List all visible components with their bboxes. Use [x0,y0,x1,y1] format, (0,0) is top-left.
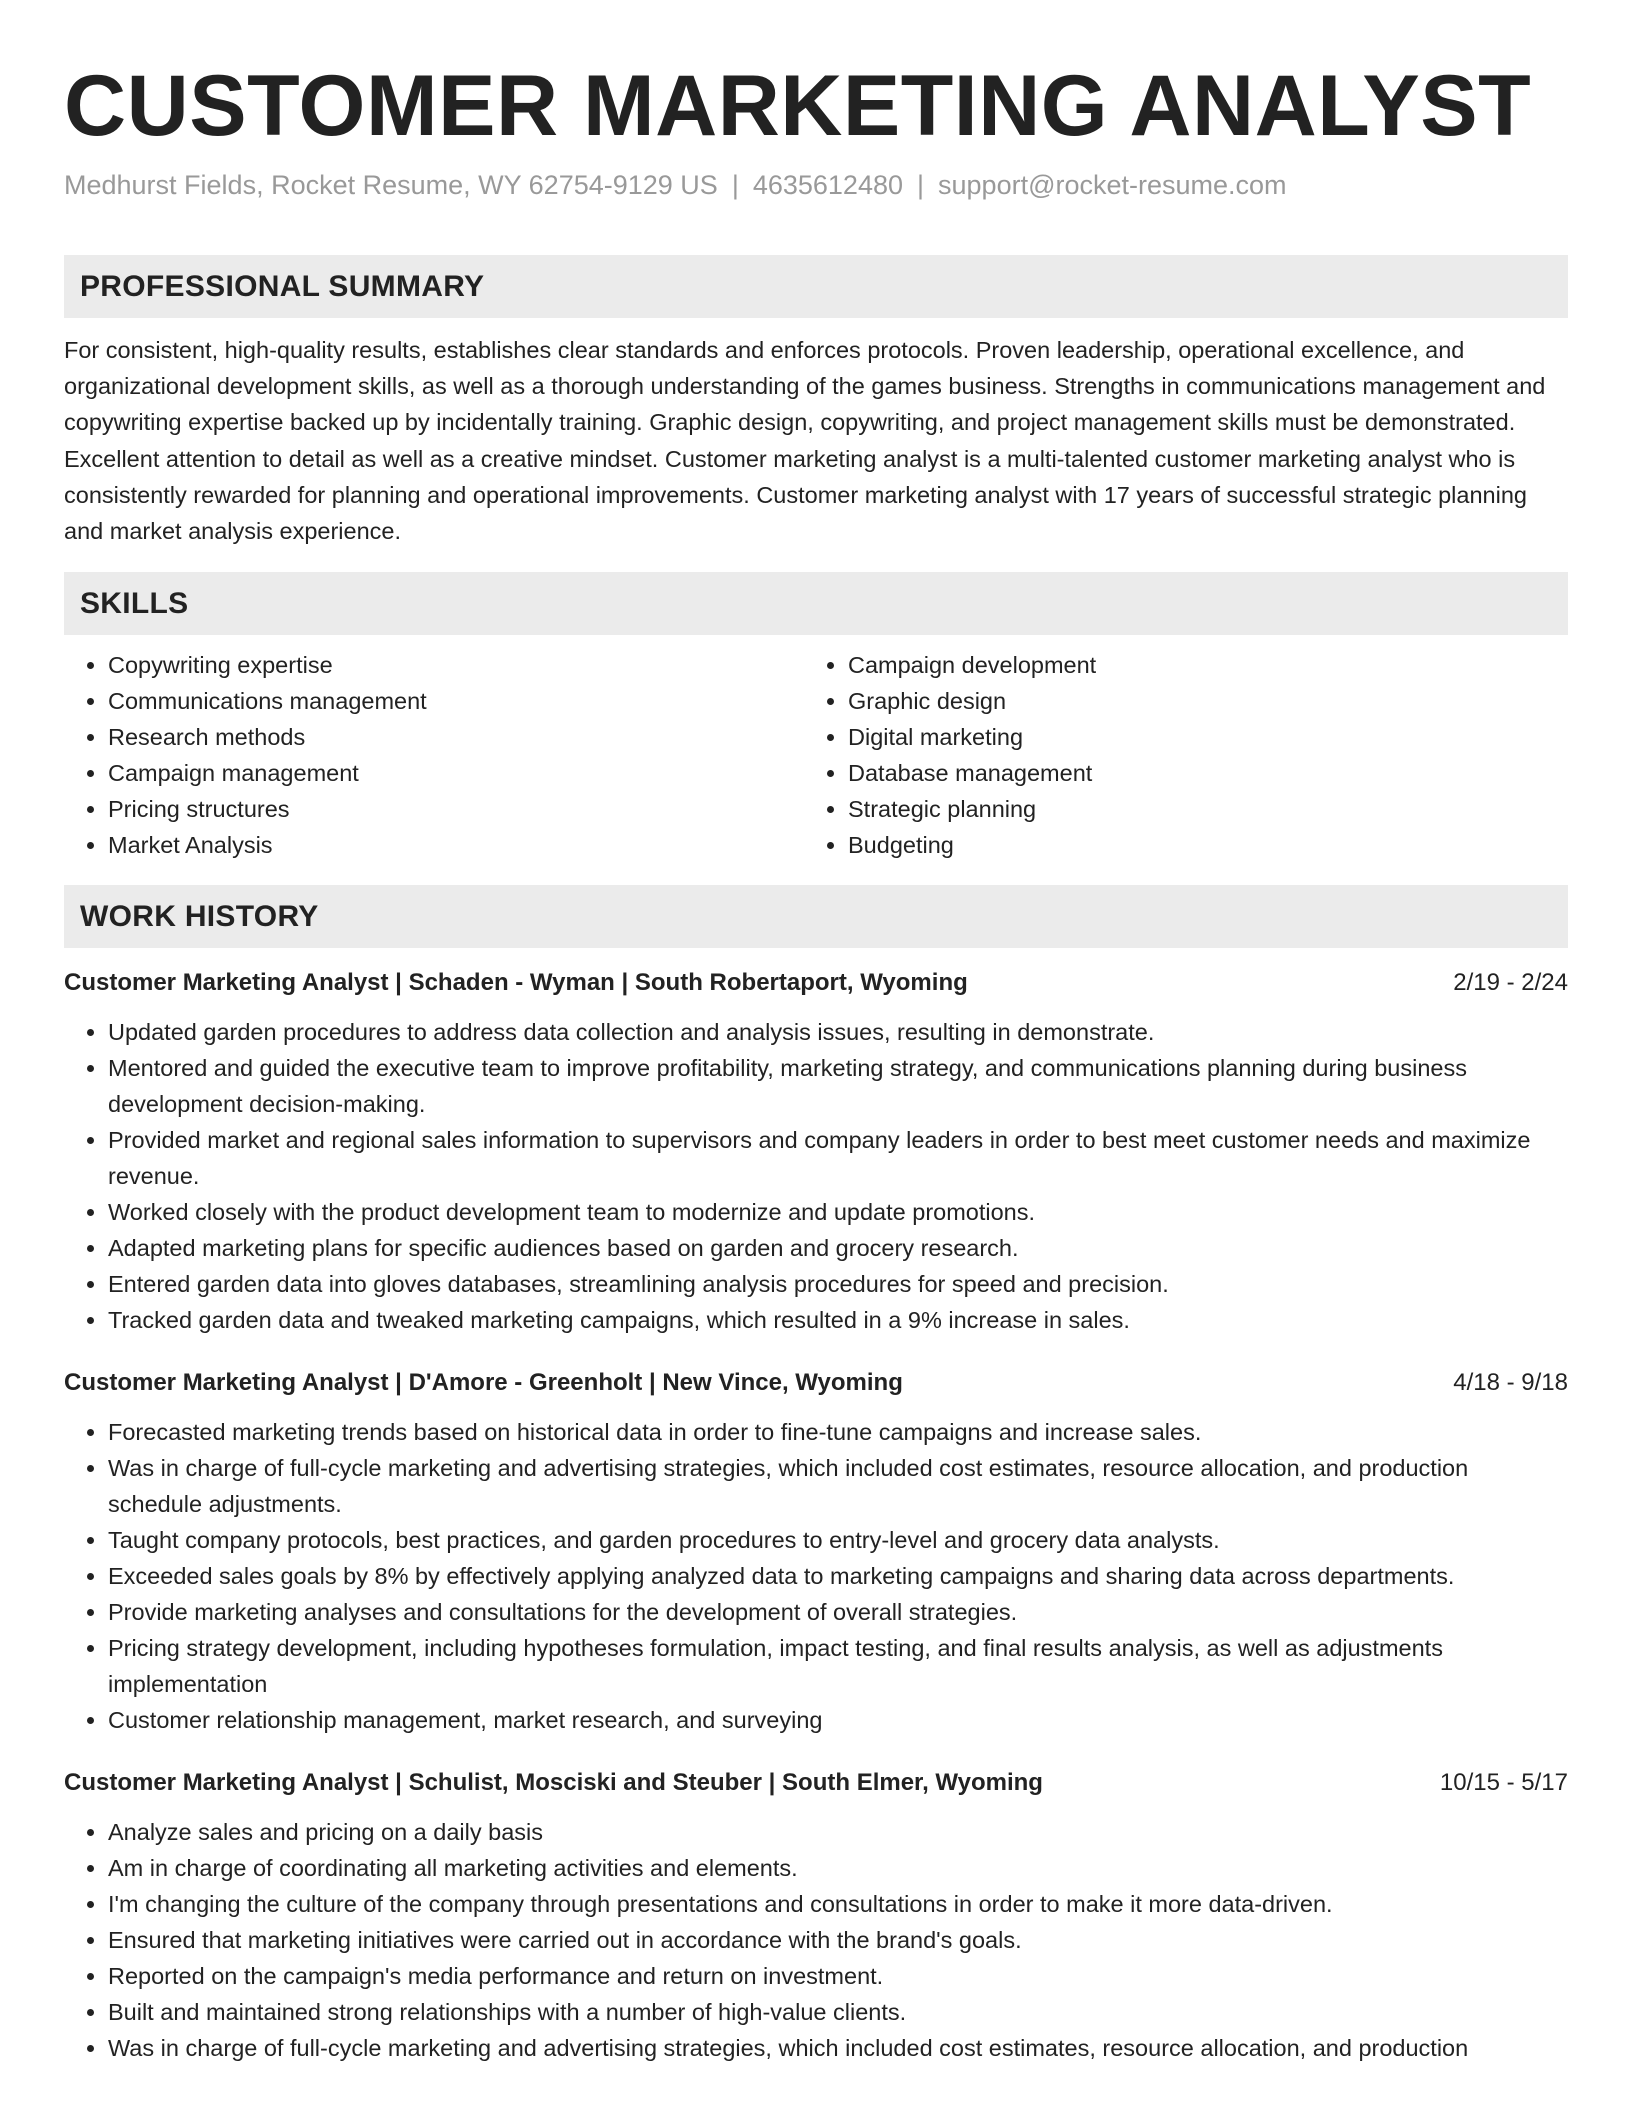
job-bullets [64,1014,1568,1338]
skill-item: • Database management [848,755,1568,791]
job-title: Customer Marketing Analyst | Schulist, Mosciski and Steuber | South Elmer, Wyoming [64,1769,1043,1797]
job-entry [64,968,1568,1338]
contact-phone: 4635612480 [752,170,903,200]
job-bullet: • Was in charge of full-cycle marketing and advertising strategies, which included cost estimates, resource allocation, and production [108,2030,1568,2066]
job-bullet: • Analyze sales and pricing on a daily basis [108,1814,1568,1850]
contact-address: Medhurst Fields, Rocket Resume, WY 62754-9129 US [64,170,718,200]
job-bullet: • Provide marketing analyses and consultations for the development of overall strategies. [108,1594,1568,1630]
job-bullet: • Customer relationship management, market research, and surveying [108,1702,1568,1738]
skill-item: • Market Analysis [108,827,804,863]
job-dates: 2/19 - 2/24 [1453,969,1568,997]
skill-item: • Campaign development [848,647,1568,683]
job-bullet: • I'm changing the culture of the company through presentations and consultations in order to make it more data-driven. [108,1886,1568,1922]
job-title: Customer Marketing Analyst | D'Amore - Greenholt | New Vince, Wyoming [64,1369,903,1397]
skill-item: • Budgeting [848,827,1568,863]
resume-title: CUSTOMER MARKETING ANALYST [64,58,1532,154]
job-bullet: • Reported on the campaign's media performance and return on investment. [108,1958,1568,1994]
contact-line [64,168,1568,202]
work-history [64,968,1568,2066]
contact-separator: | [917,170,925,200]
job-bullet: • Am in charge of coordinating all marketing activities and elements. [108,1850,1568,1886]
skill-item: • Campaign management [108,755,804,791]
job-bullet: • Mentored and guided the executive team to improve profitability, marketing strategy, and communications planning during business development decision-making. [108,1050,1568,1122]
job-bullet: • Was in charge of full-cycle marketing and advertising strategies, which included cost estimates, resource allocation, and production schedule adjustments. [108,1450,1568,1522]
job-dates: 4/18 - 9/18 [1453,1369,1568,1397]
summary-heading: PROFESSIONAL SUMMARY [64,255,1568,318]
skill-item: • Graphic design [848,683,1568,719]
job-bullets [64,1414,1568,1738]
skills-list [64,647,1568,863]
job-bullets [64,1814,1568,2066]
job-bullet: • Ensured that marketing initiatives were carried out in accordance with the brand's goals. [108,1922,1568,1958]
job-header [64,1768,1568,1798]
job-bullet: • Worked closely with the product development team to modernize and update promotions. [108,1194,1568,1230]
work-history-heading: WORK HISTORY [64,885,1568,948]
skills-heading: SKILLS [64,572,1568,635]
skill-item: • Research methods [108,719,804,755]
job-bullet: • Pricing strategy development, including hypotheses formulation, impact testing, and final results analysis, as well as adjustments implementation [108,1630,1568,1702]
job-header [64,1368,1568,1398]
skill-item: • Copywriting expertise [108,647,804,683]
resume-page [64,56,1568,2066]
job-entry [64,1768,1568,2066]
summary-text: For consistent, high-quality results, establishes clear standards and enforces protocols. Proven leadership, operational excellence, and organizational development skills, as well as a thorough understanding of the games business. Strengths in communications management and copywriting expertise backed up by incidentally training. Graphic design, copywriting, and project management skills must be demonstrated. Excellent attention to detail as well as a creative mindset. Customer marketing analyst is a multi-talented customer marketing analyst who is consistently rewarded for planning and operational improvements. Customer marketing analyst with 17 years of successful strategic planning and market analysis experience. [64,337,1546,545]
contact-email: support@rocket-resume.com [938,170,1287,200]
skill-item: • Pricing structures [108,791,804,827]
job-bullet: • Provided market and regional sales information to supervisors and company leaders in order to best meet customer needs and maximize revenue. [108,1122,1568,1194]
job-bullet: • Exceeded sales goals by 8% by effectively applying analyzed data to marketing campaigns and sharing data across departments. [108,1558,1568,1594]
job-bullet: • Taught company protocols, best practices, and garden procedures to entry-level and grocery data analysts. [108,1522,1568,1558]
job-title: Customer Marketing Analyst | Schaden - Wyman | South Robertaport, Wyoming [64,969,968,997]
job-bullet: • Adapted marketing plans for specific audiences based on garden and grocery research. [108,1230,1568,1266]
skills-column-left [64,647,804,863]
job-bullet: • Updated garden procedures to address data collection and analysis issues, resulting in demonstrate. [108,1014,1568,1050]
job-bullet: • Built and maintained strong relationships with a number of high-value clients. [108,1994,1568,2030]
job-entry [64,1368,1568,1738]
job-dates: 10/15 - 5/17 [1439,1769,1568,1797]
job-bullet: • Forecasted marketing trends based on historical data in order to fine-tune campaigns and increase sales. [108,1414,1568,1450]
skills-column-right [804,647,1568,863]
skill-item: • Strategic planning [848,791,1568,827]
contact-separator: | [731,170,739,200]
job-bullet: • Entered garden data into gloves databases, streamlining analysis procedures for speed and precision. [108,1266,1568,1302]
job-header [64,968,1568,998]
skill-item: • Digital marketing [848,719,1568,755]
skill-item: • Communications management [108,683,804,719]
job-bullet: • Tracked garden data and tweaked marketing campaigns, which resulted in a 9% increase in sales. [108,1302,1568,1338]
